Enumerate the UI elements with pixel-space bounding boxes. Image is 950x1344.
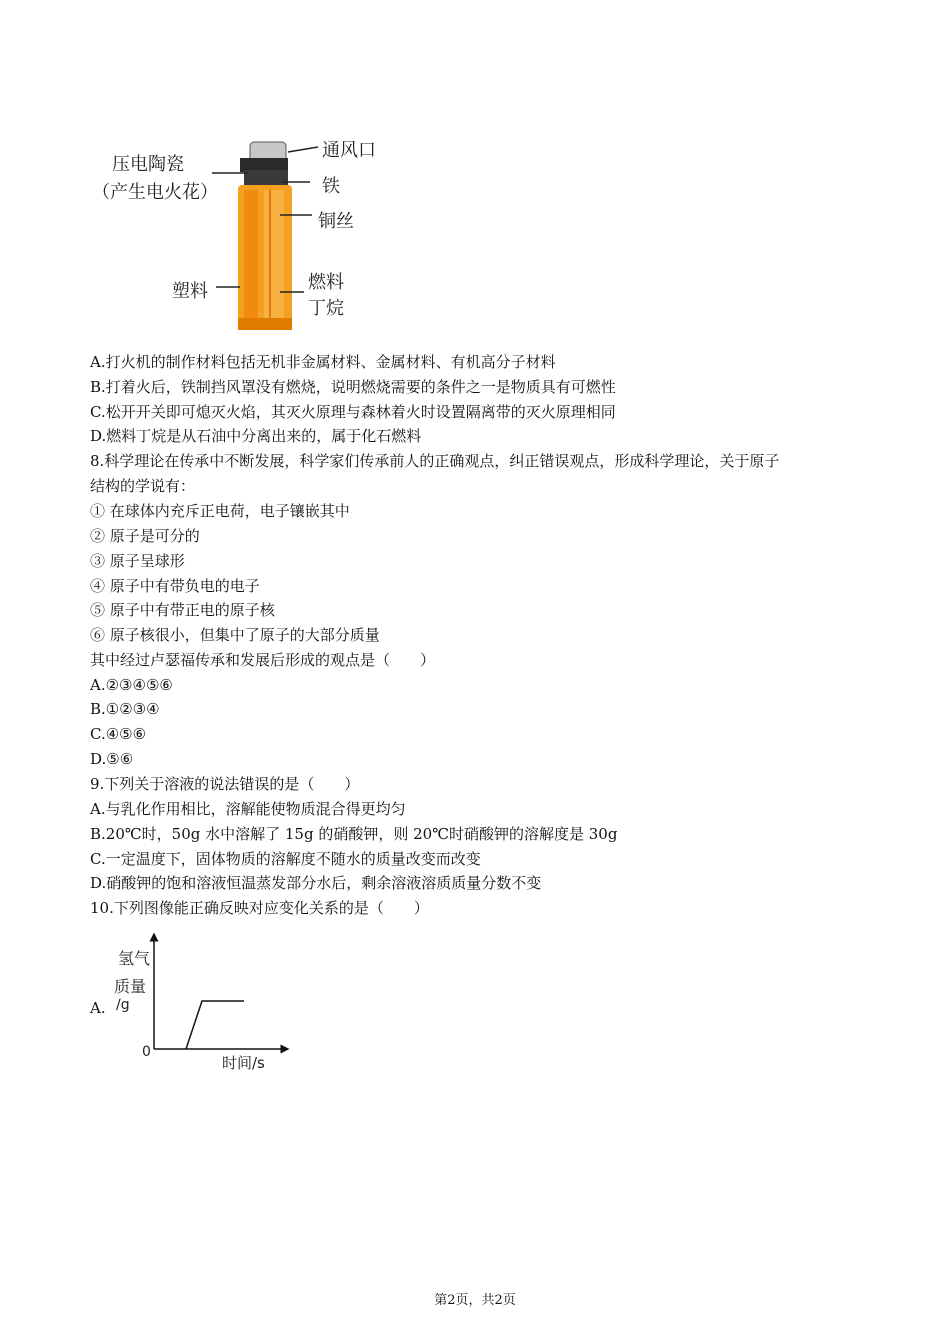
label-fuel-line2: 丁烷 [308, 298, 344, 319]
q8-option-c: C.④⑤⑥ [90, 725, 147, 743]
q8-statement-3: ③ 原子呈球形 [90, 552, 185, 570]
q10-graph-ylabel-line2: 质量 [114, 977, 147, 996]
q9-stem: 9.下列关于溶液的说法错误的是（ ） [90, 775, 360, 793]
label-vent: 通风口 [322, 140, 376, 161]
q10-stem: 10.下列图像能正确反映对应变化关系的是（ ） [90, 899, 429, 917]
q7-option-c: C.松开开关即可熄灭火焰，其灭火原理与森林着火时设置隔离带的灭火原理相同 [90, 403, 616, 421]
page-footer: 第2页，共2页 [434, 1293, 516, 1308]
q8-statement-5: ⑤ 原子中有带正电的原子核 [90, 601, 275, 619]
label-iron: 铁 [322, 176, 340, 197]
q9-option-b: B.20℃时，50g 水中溶解了 15g 的硝酸钾，则 20℃时硝酸钾的溶解度是 30g [90, 825, 618, 843]
q9-option-a: A.与乳化作用相比，溶解能使物质混合得更均匀 [90, 800, 406, 818]
q8-option-a: A.②③④⑤⑥ [90, 676, 173, 694]
q9-option-d: D.硝酸钾的饱和溶液恒温蒸发部分水后，剩余溶液溶质质量分数不变 [90, 874, 542, 892]
q8-option-d: D.⑤⑥ [90, 750, 134, 768]
q10-graph-ylabel-line1: 氢气 [118, 949, 151, 968]
q10-graph-origin: 0 [142, 1044, 151, 1060]
q8-statement-2: ② 原子是可分的 [90, 527, 200, 545]
q7-option-d: D.燃料丁烷是从石油中分离出来的，属于化石燃料 [90, 427, 422, 445]
q8-statement-6: ⑥ 原子核很小，但集中了原子的大部分质量 [90, 626, 380, 644]
q7-option-a: A.打火机的制作材料包括无机非金属材料、金属材料、有机高分子材料 [90, 353, 556, 371]
label-piezo-line2: （产生电火花） [92, 182, 218, 203]
label-piezo-line1: 压电陶瓷 [112, 154, 184, 175]
q9-option-c: C.一定温度下，固体物质的溶解度不随水的质量改变而改变 [90, 850, 481, 868]
label-fuel-line1: 燃料 [308, 272, 344, 293]
q7-option-b: B.打着火后，铁制挡风罩没有燃烧，说明燃烧需要的条件之一是物质具有可燃性 [90, 378, 616, 396]
q8-statement-4: ④ 原子中有带负电的电子 [90, 577, 260, 595]
q10-option-a-label: A. [90, 999, 106, 1017]
q8-stem-line1: 8.科学理论在传承中不断发展，科学家们传承前人的正确观点，纠正错误观点，形成科学理论，关于原子 [90, 452, 780, 470]
q8-question: 其中经过卢瑟福传承和发展后形成的观点是（ ） [90, 651, 436, 669]
q8-option-b: B.①②③④ [90, 700, 160, 718]
label-copper: 铜丝 [318, 211, 354, 232]
q10-graph-ylabel-unit: /g [116, 997, 130, 1013]
q10-graph-xlabel: 时间/s [222, 1054, 265, 1072]
q8-statement-1: ① 在球体内充斥正电荷，电子镶嵌其中 [90, 502, 350, 520]
q8-stem-line2: 结构的学说有： [90, 477, 196, 495]
label-plastic: 塑料 [172, 281, 208, 302]
